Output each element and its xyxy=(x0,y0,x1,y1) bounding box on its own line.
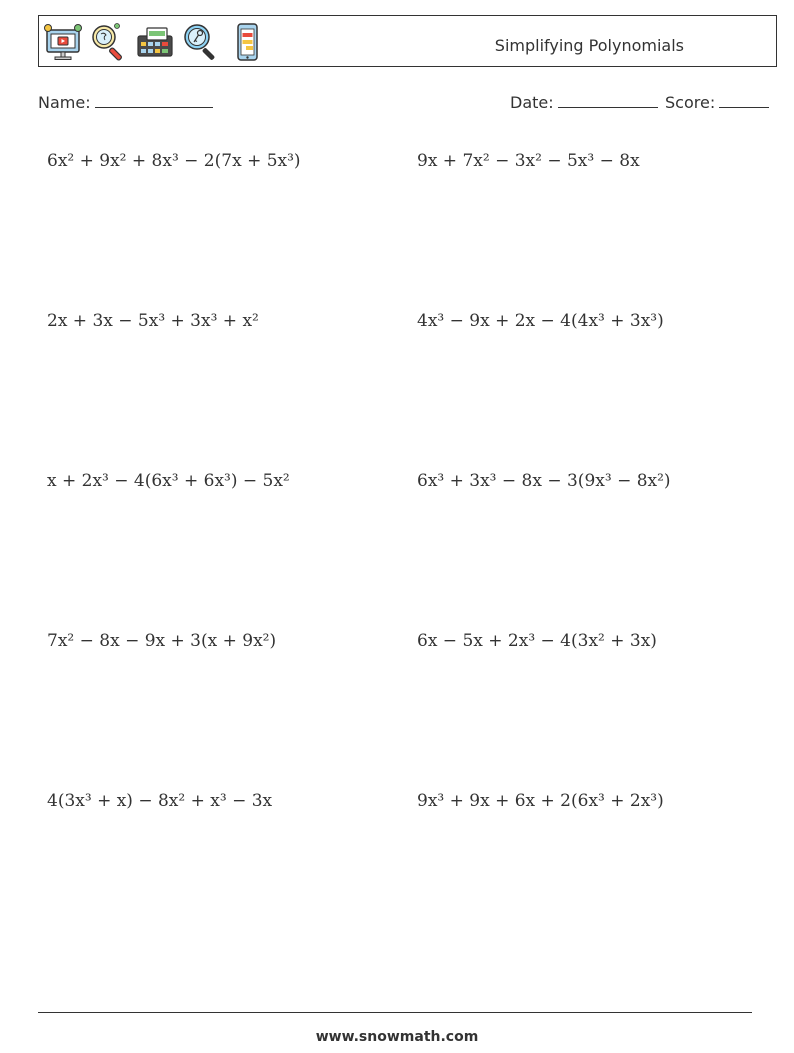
calculator-icon xyxy=(135,22,175,62)
problem-8: 6x − 5x + 2x³ − 4(3x² + 3x) xyxy=(417,631,657,651)
score-label: Score: xyxy=(665,93,716,112)
score-blank[interactable] xyxy=(719,93,769,108)
icon-strip xyxy=(43,21,273,63)
footer-website[interactable]: www.snowmath.com xyxy=(315,1029,479,1045)
problem-6: 6x³ + 3x³ − 8x − 3(9x³ − 8x²) xyxy=(417,471,671,491)
magnifier-icon xyxy=(89,22,129,62)
problem-1: 6x² + 9x² + 8x³ − 2(7x + 5x³) xyxy=(47,151,301,171)
problem-7: 7x² − 8x − 9x + 3(x + 9x²) xyxy=(47,631,277,651)
date-blank[interactable] xyxy=(558,93,658,108)
name-field xyxy=(38,93,213,112)
problem-2: 9x + 7x² − 3x² − 5x³ − 8x xyxy=(417,151,640,171)
problem-10: 9x³ + 9x + 6x + 2(6x³ + 2x³) xyxy=(417,791,664,811)
name-label: Name: xyxy=(38,93,91,112)
smartphone-icon xyxy=(227,22,267,62)
problem-5: x + 2x³ − 4(6x³ + 6x³) − 5x² xyxy=(47,471,290,491)
header-box xyxy=(38,15,777,67)
computer-monitor-icon xyxy=(43,22,83,62)
name-blank[interactable] xyxy=(95,93,213,108)
footer-divider xyxy=(38,1012,752,1013)
date-field xyxy=(510,93,658,112)
problem-3: 2x + 3x − 5x³ + 3x³ + x² xyxy=(47,311,259,331)
problem-4: 4x³ − 9x + 2x − 4(4x³ + 3x³) xyxy=(417,311,664,331)
magnifier-key-icon xyxy=(181,22,221,62)
problem-9: 4(3x³ + x) − 8x² + x³ − 3x xyxy=(47,791,273,811)
date-label: Date: xyxy=(510,93,554,112)
worksheet-title: Simplifying Polynomials xyxy=(494,36,684,55)
score-field xyxy=(665,93,769,112)
